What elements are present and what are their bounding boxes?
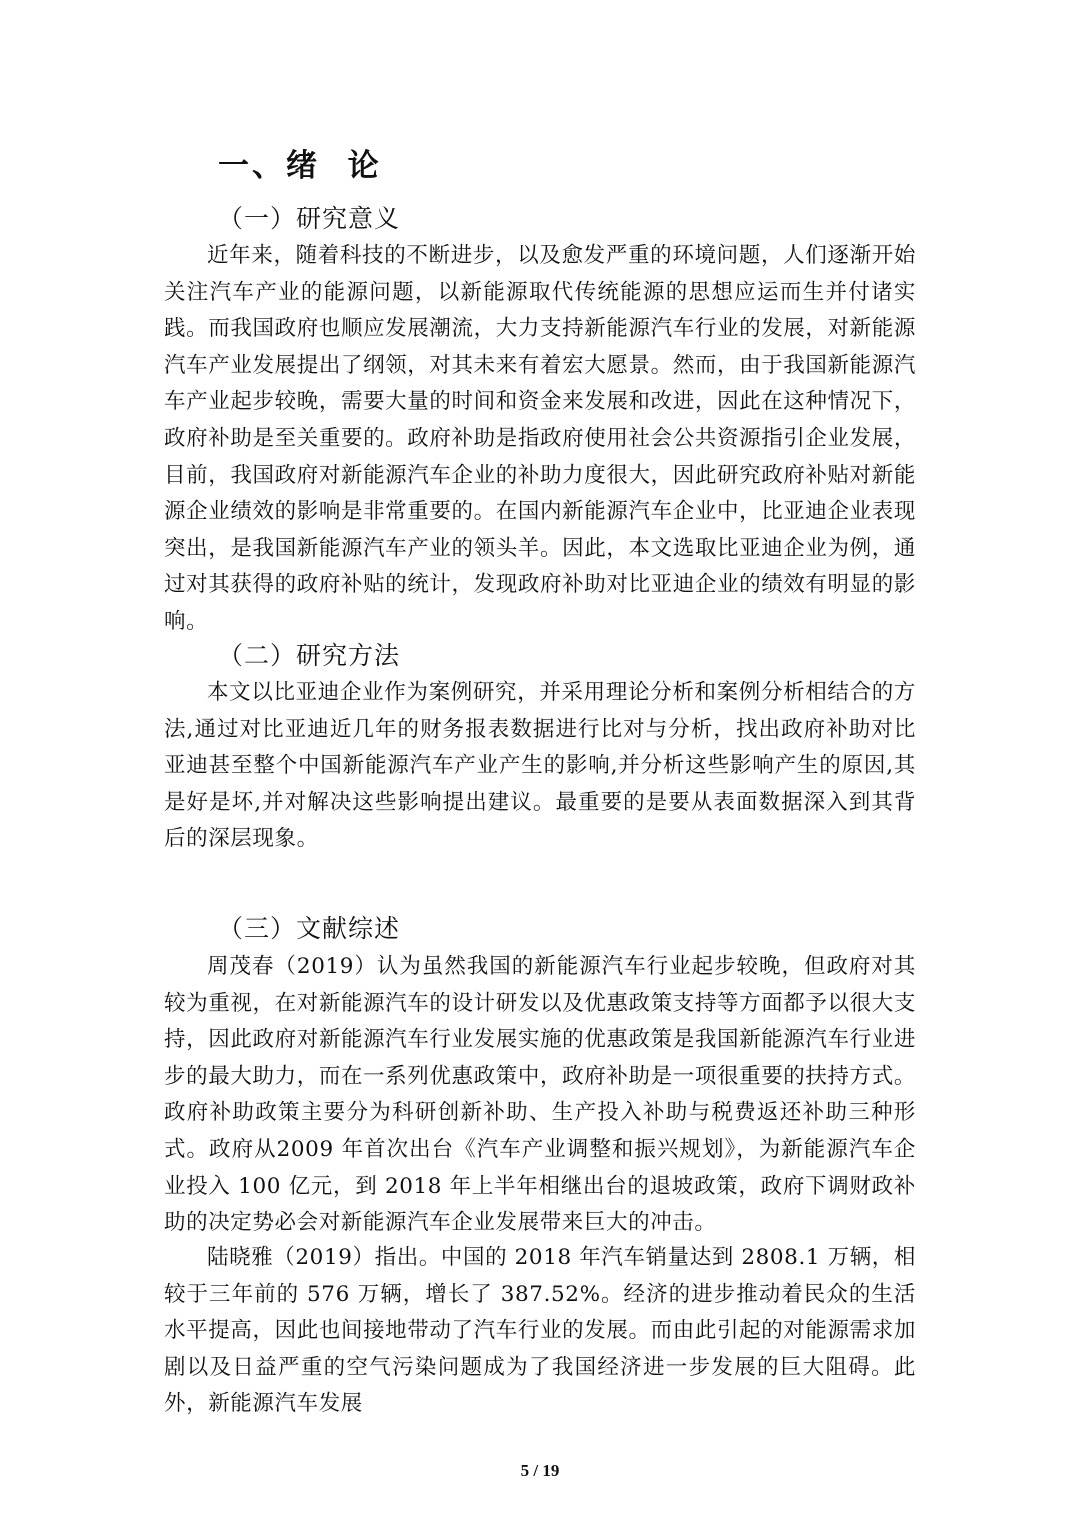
paragraph-research-significance: 近年来，随着科技的不断进步，以及愈发严重的环境问题，人们逐渐开始关注汽车产业的能源问题，以新能源取代传统能源的思想应运而生并付诸实践。而我国政府也顺应发展潮流，大力支持新能源汽车行业的发展，对新能源汽车产业发展提出了纲领，对其未来有着宏大愿景。然而，由于我国新能源汽车产业起步较晚，需要大量的时间和资金来发展和改进，因此在这种情况下，政府补助是至关重要的。政府补助是指政府使用社会公共资源指引企业发展，目前，我国政府对新能源汽车企业的补助力度很大，因此研究政府补贴对新能源企业绩效的影响是非常重要的。在国内新能源汽车企业中，比亚迪企业表现突出，是我国新能源汽车产业的领头羊。因此，本文选取比亚迪企业为例，通过对其获得的政府补贴的统计，发现政府补助对比亚迪企业的绩效有明显的影响。 [164, 243, 916, 634]
chapter-title: 一、绪 论 [218, 148, 382, 184]
section-title-research-method: （二）研究方法 [218, 641, 401, 670]
page-number: 5 / 19 [520, 1461, 560, 1480]
paragraph-research-method: 本文以比亚迪企业作为案例研究，并采用理论分析和案例分析相结合的方法,通过对比亚迪近几年的财务报表数据进行比对与分析，找出政府补助对比亚迪甚至整个中国新能源汽车产业产生的影响,并分析这些影响产生的原因,其是好是坏,并对解决这些影响提出建议。最重要的是要从表面数据深入到其背后的深层现象。 [164, 680, 916, 852]
paragraph-literature-review-2: 陆晓雅（2019）指出。中国的 2018 年汽车销量达到 2808.1 万辆，相较于三年前的 576 万辆，增长了 387.52%。经济的进步推动着民众的生活水平提高，因此也间接地带动了汽车行业的发展。而由此引起的对能源需求加剧以及日益严重的空气污染问题成为了我国经济进一步发展的巨大阻碍。此外，新能源汽车发展 [164, 1245, 916, 1417]
paragraph-literature-review-1: 周茂春（2019）认为虽然我国的新能源汽车行业起步较晚，但政府对其较为重视，在对新能源汽车的设计研发以及优惠政策支持等方面都予以很大支持，因此政府对新能源汽车行业发展实施的优惠政策是我国新能源汽车行业进步的最大助力，而在一系列优惠政策中，政府补助是一项很重要的扶持方式。政府补助政策主要分为科研创新补助、生产投入补助与税费返还补助三种形式。政府从2009 年首次出台《汽车产业调整和振兴规划》，为新能源汽车企业投入 100 亿元，到 2018 年上半年相继出台的退坡政策，政府下调财政补助的决定势必会对新能源汽车企业发展带来巨大的冲击。 [164, 954, 916, 1236]
section-title-research-significance: （一）研究意义 [218, 204, 401, 233]
section-title-literature-review: （三）文献综述 [218, 914, 401, 943]
